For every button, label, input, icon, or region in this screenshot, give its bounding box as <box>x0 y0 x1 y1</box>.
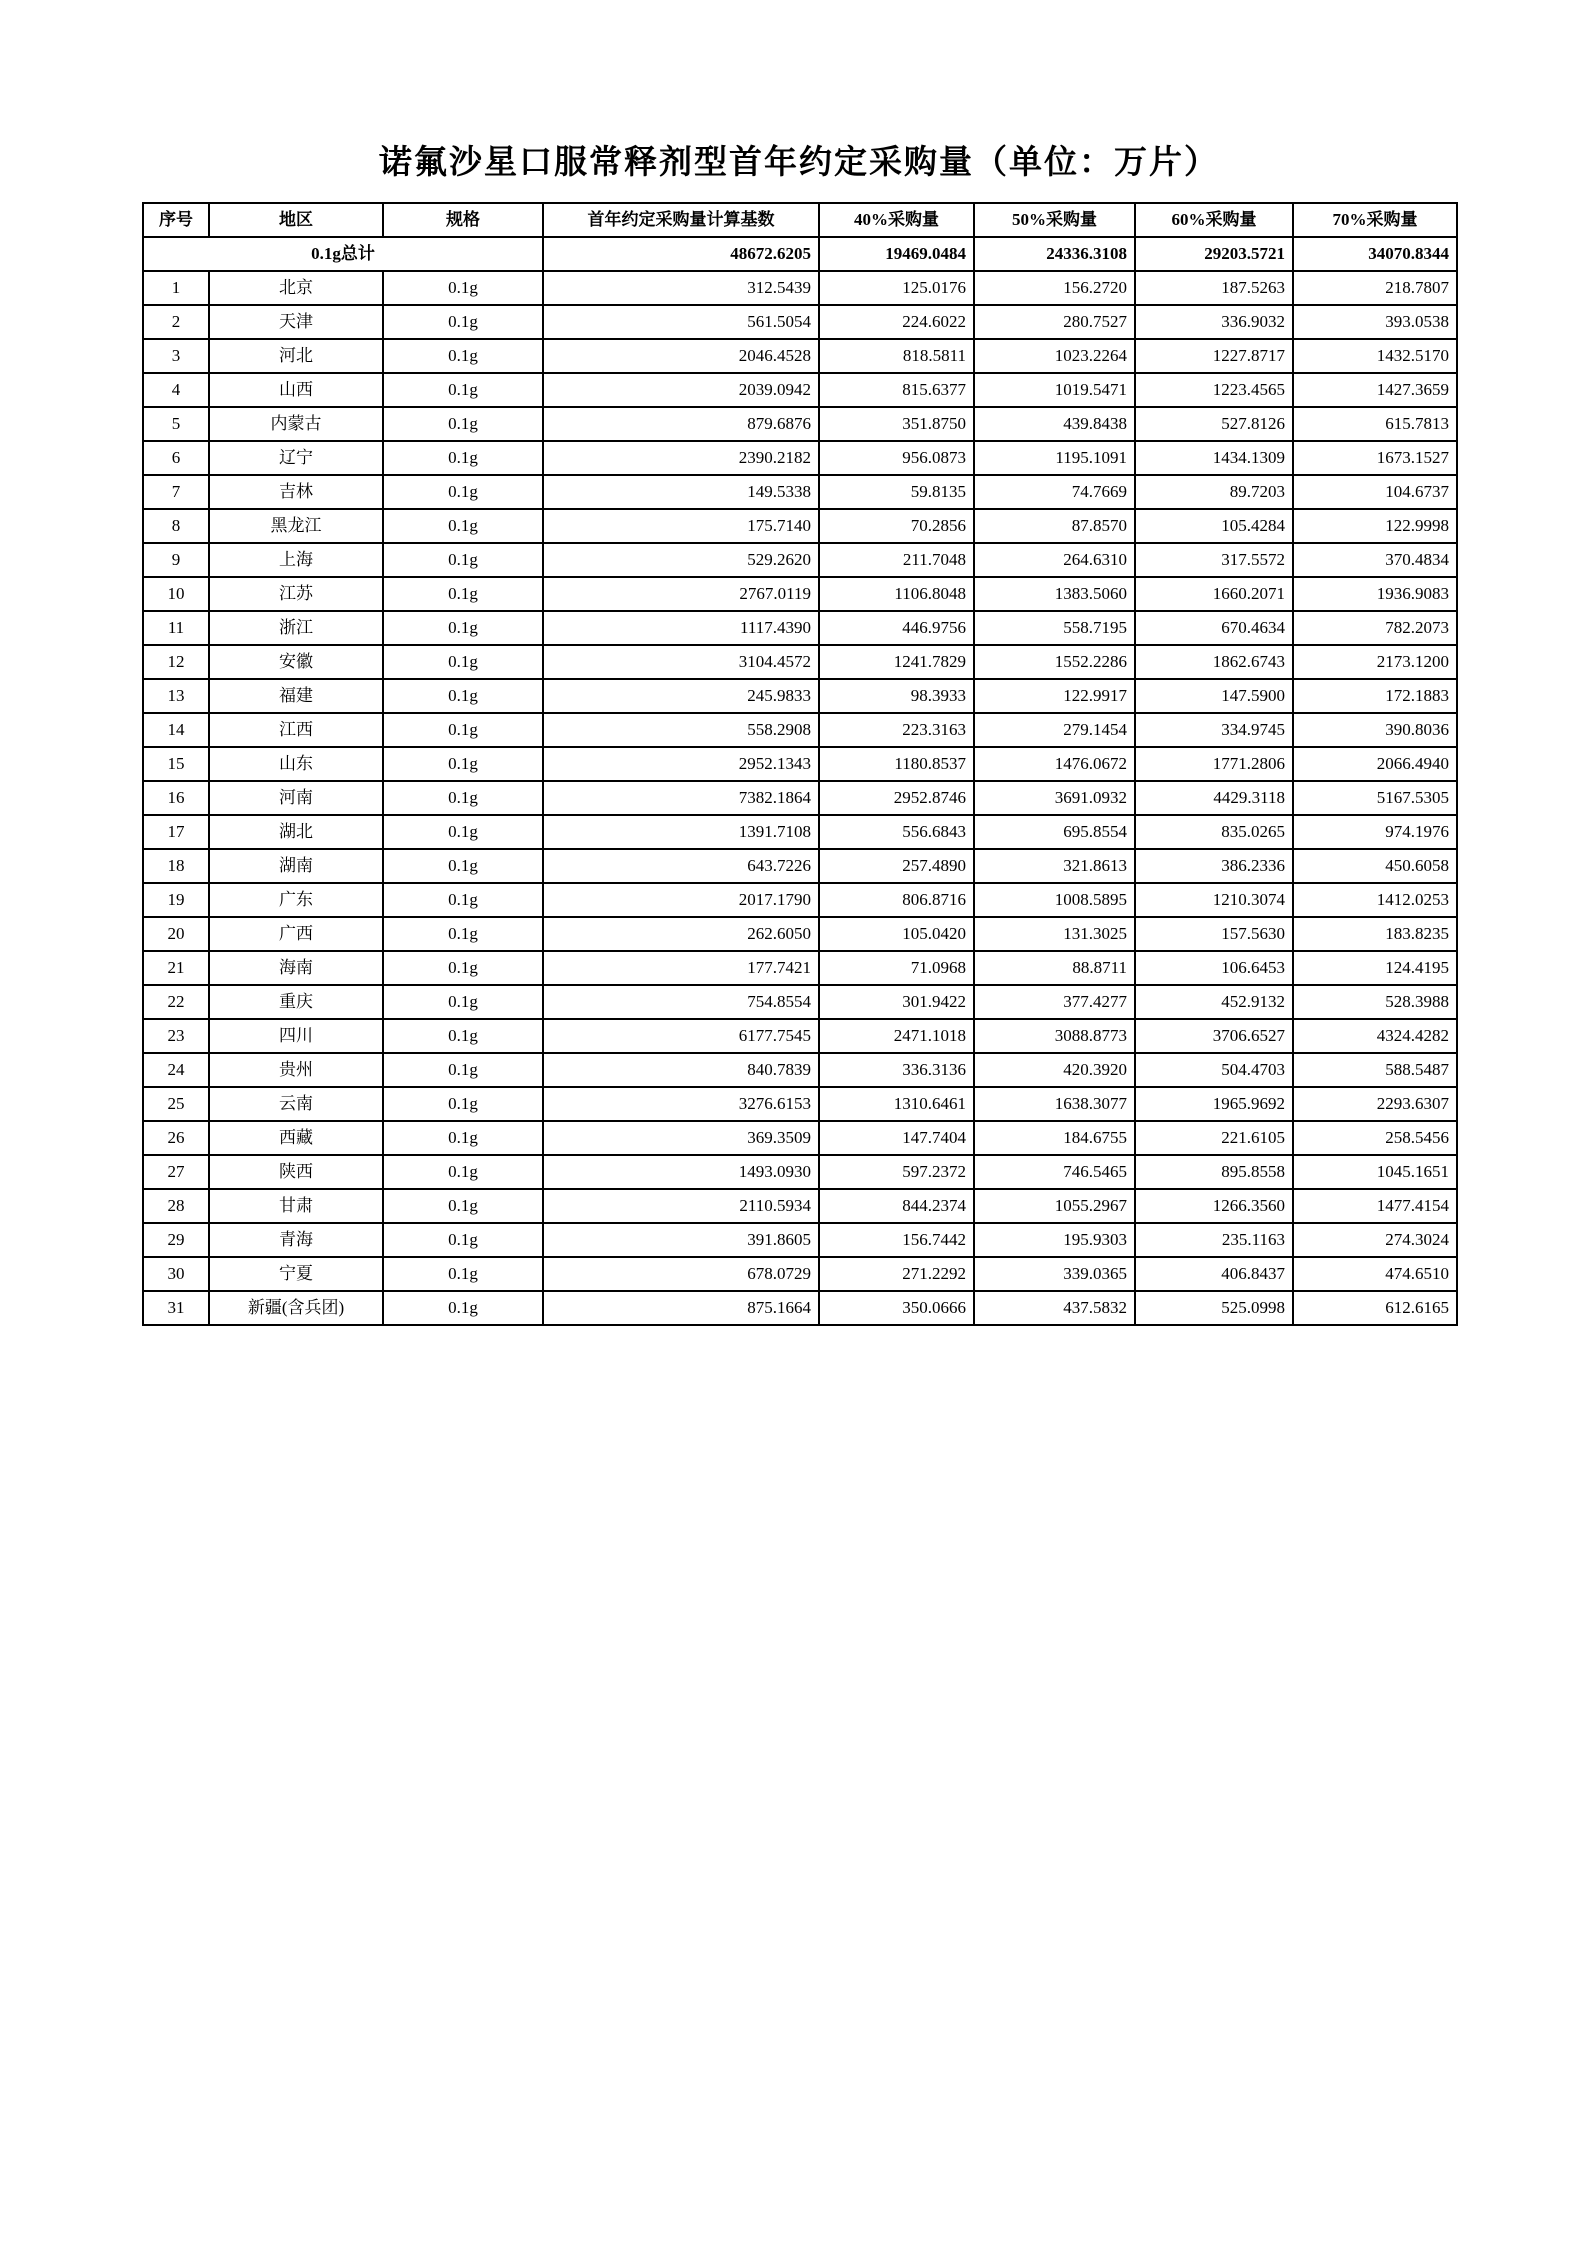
quantity-value: 420.3920 <box>974 1053 1135 1087</box>
table-row <box>143 611 1457 645</box>
quantity-value: 147.7404 <box>819 1121 974 1155</box>
quantity-value: 474.6510 <box>1293 1257 1457 1291</box>
quantity-value: 1227.8717 <box>1135 339 1293 373</box>
quantity-value: 437.5832 <box>974 1291 1135 1325</box>
region-name: 江西 <box>209 713 383 747</box>
region-name: 上海 <box>209 543 383 577</box>
quantity-value: 271.2292 <box>819 1257 974 1291</box>
row-index: 30 <box>143 1257 209 1291</box>
quantity-value: 1266.3560 <box>1135 1189 1293 1223</box>
quantity-value: 187.5263 <box>1135 271 1293 305</box>
quantity-value: 7382.1864 <box>543 781 819 815</box>
quantity-value: 1117.4390 <box>543 611 819 645</box>
quantity-value: 156.2720 <box>974 271 1135 305</box>
row-index: 19 <box>143 883 209 917</box>
table-row <box>143 577 1457 611</box>
quantity-value: 678.0729 <box>543 1257 819 1291</box>
procurement-table <box>142 202 1458 1326</box>
quantity-value: 125.0176 <box>819 271 974 305</box>
spec-value: 0.1g <box>383 1121 543 1155</box>
region-name: 湖北 <box>209 815 383 849</box>
quantity-value: 172.1883 <box>1293 679 1457 713</box>
spec-value: 0.1g <box>383 1257 543 1291</box>
quantity-value: 1493.0930 <box>543 1155 819 1189</box>
quantity-value: 393.0538 <box>1293 305 1457 339</box>
quantity-value: 439.8438 <box>974 407 1135 441</box>
quantity-value: 6177.7545 <box>543 1019 819 1053</box>
spec-value: 0.1g <box>383 1291 543 1325</box>
row-index: 12 <box>143 645 209 679</box>
column-header-2: 规格 <box>383 203 543 237</box>
spec-value: 0.1g <box>383 1019 543 1053</box>
quantity-value: 875.1664 <box>543 1291 819 1325</box>
quantity-value: 1434.1309 <box>1135 441 1293 475</box>
quantity-value: 525.0998 <box>1135 1291 1293 1325</box>
quantity-value: 754.8554 <box>543 985 819 1019</box>
quantity-value: 2952.8746 <box>819 781 974 815</box>
quantity-value: 1660.2071 <box>1135 577 1293 611</box>
quantity-value: 746.5465 <box>974 1155 1135 1189</box>
row-index: 10 <box>143 577 209 611</box>
quantity-value: 1638.3077 <box>974 1087 1135 1121</box>
quantity-value: 1106.8048 <box>819 577 974 611</box>
region-name: 河北 <box>209 339 383 373</box>
quantity-value: 124.4195 <box>1293 951 1457 985</box>
row-index: 26 <box>143 1121 209 1155</box>
region-name: 天津 <box>209 305 383 339</box>
spec-value: 0.1g <box>383 577 543 611</box>
table-row <box>143 475 1457 509</box>
quantity-value: 1477.4154 <box>1293 1189 1457 1223</box>
spec-value: 0.1g <box>383 951 543 985</box>
quantity-value: 2390.2182 <box>543 441 819 475</box>
table-row <box>143 781 1457 815</box>
region-name: 河南 <box>209 781 383 815</box>
quantity-value: 221.6105 <box>1135 1121 1293 1155</box>
quantity-value: 89.7203 <box>1135 475 1293 509</box>
quantity-value: 1936.9083 <box>1293 577 1457 611</box>
quantity-value: 177.7421 <box>543 951 819 985</box>
quantity-value: 183.8235 <box>1293 917 1457 951</box>
quantity-value: 258.5456 <box>1293 1121 1457 1155</box>
quantity-value: 391.8605 <box>543 1223 819 1257</box>
quantity-value: 235.1163 <box>1135 1223 1293 1257</box>
total-row-label: 0.1g总计 <box>143 237 543 271</box>
quantity-value: 597.2372 <box>819 1155 974 1189</box>
quantity-value: 2471.1018 <box>819 1019 974 1053</box>
table-row <box>143 1189 1457 1223</box>
quantity-value: 223.3163 <box>819 713 974 747</box>
spec-value: 0.1g <box>383 441 543 475</box>
column-header-0: 序号 <box>143 203 209 237</box>
quantity-value: 301.9422 <box>819 985 974 1019</box>
spec-value: 0.1g <box>383 1189 543 1223</box>
row-index: 5 <box>143 407 209 441</box>
row-index: 28 <box>143 1189 209 1223</box>
total-value: 34070.8344 <box>1293 237 1457 271</box>
quantity-value: 556.6843 <box>819 815 974 849</box>
quantity-value: 339.0365 <box>974 1257 1135 1291</box>
spec-value: 0.1g <box>383 305 543 339</box>
quantity-value: 2039.0942 <box>543 373 819 407</box>
quantity-value: 2952.1343 <box>543 747 819 781</box>
spec-value: 0.1g <box>383 645 543 679</box>
quantity-value: 1432.5170 <box>1293 339 1457 373</box>
spec-value: 0.1g <box>383 1087 543 1121</box>
region-name: 西藏 <box>209 1121 383 1155</box>
row-index: 1 <box>143 271 209 305</box>
quantity-value: 274.3024 <box>1293 1223 1457 1257</box>
quantity-value: 5167.5305 <box>1293 781 1457 815</box>
quantity-value: 370.4834 <box>1293 543 1457 577</box>
spec-value: 0.1g <box>383 917 543 951</box>
quantity-value: 1223.4565 <box>1135 373 1293 407</box>
spec-value: 0.1g <box>383 1053 543 1087</box>
spec-value: 0.1g <box>383 883 543 917</box>
spec-value: 0.1g <box>383 373 543 407</box>
table-row <box>143 271 1457 305</box>
table-row <box>143 407 1457 441</box>
row-index: 18 <box>143 849 209 883</box>
quantity-value: 218.7807 <box>1293 271 1457 305</box>
quantity-value: 974.1976 <box>1293 815 1457 849</box>
quantity-value: 317.5572 <box>1135 543 1293 577</box>
quantity-value: 2173.1200 <box>1293 645 1457 679</box>
table-row <box>143 509 1457 543</box>
table-row <box>143 1121 1457 1155</box>
row-index: 15 <box>143 747 209 781</box>
spec-value: 0.1g <box>383 271 543 305</box>
quantity-value: 122.9998 <box>1293 509 1457 543</box>
row-index: 3 <box>143 339 209 373</box>
spec-value: 0.1g <box>383 747 543 781</box>
quantity-value: 122.9917 <box>974 679 1135 713</box>
quantity-value: 840.7839 <box>543 1053 819 1087</box>
quantity-value: 334.9745 <box>1135 713 1293 747</box>
row-index: 21 <box>143 951 209 985</box>
quantity-value: 1019.5471 <box>974 373 1135 407</box>
quantity-value: 211.7048 <box>819 543 974 577</box>
quantity-value: 450.6058 <box>1293 849 1457 883</box>
region-name: 广东 <box>209 883 383 917</box>
quantity-value: 558.7195 <box>974 611 1135 645</box>
row-index: 13 <box>143 679 209 713</box>
spec-value: 0.1g <box>383 849 543 883</box>
quantity-value: 1045.1651 <box>1293 1155 1457 1189</box>
quantity-value: 157.5630 <box>1135 917 1293 951</box>
spec-value: 0.1g <box>383 781 543 815</box>
table-row <box>143 1155 1457 1189</box>
table-row <box>143 985 1457 1019</box>
quantity-value: 4429.3118 <box>1135 781 1293 815</box>
table-row <box>143 645 1457 679</box>
quantity-value: 1391.7108 <box>543 815 819 849</box>
quantity-value: 1180.8537 <box>819 747 974 781</box>
quantity-value: 615.7813 <box>1293 407 1457 441</box>
row-index: 31 <box>143 1291 209 1325</box>
quantity-value: 264.6310 <box>974 543 1135 577</box>
quantity-value: 336.9032 <box>1135 305 1293 339</box>
quantity-value: 1023.2264 <box>974 339 1135 373</box>
quantity-value: 245.9833 <box>543 679 819 713</box>
quantity-value: 279.1454 <box>974 713 1135 747</box>
quantity-value: 844.2374 <box>819 1189 974 1223</box>
spec-value: 0.1g <box>383 339 543 373</box>
quantity-value: 1210.3074 <box>1135 883 1293 917</box>
quantity-value: 88.8711 <box>974 951 1135 985</box>
region-name: 广西 <box>209 917 383 951</box>
table-row <box>143 1087 1457 1121</box>
row-index: 27 <box>143 1155 209 1189</box>
quantity-value: 350.0666 <box>819 1291 974 1325</box>
row-index: 7 <box>143 475 209 509</box>
quantity-value: 2046.4528 <box>543 339 819 373</box>
row-index: 9 <box>143 543 209 577</box>
quantity-value: 956.0873 <box>819 441 974 475</box>
spec-value: 0.1g <box>383 985 543 1019</box>
quantity-value: 670.4634 <box>1135 611 1293 645</box>
table-row <box>143 373 1457 407</box>
spec-value: 0.1g <box>383 407 543 441</box>
column-header-3: 首年约定采购量计算基数 <box>543 203 819 237</box>
quantity-value: 1008.5895 <box>974 883 1135 917</box>
quantity-value: 452.9132 <box>1135 985 1293 1019</box>
quantity-value: 527.8126 <box>1135 407 1293 441</box>
quantity-value: 175.7140 <box>543 509 819 543</box>
quantity-value: 390.8036 <box>1293 713 1457 747</box>
table-row <box>143 849 1457 883</box>
row-index: 22 <box>143 985 209 1019</box>
quantity-value: 3276.6153 <box>543 1087 819 1121</box>
quantity-value: 528.3988 <box>1293 985 1457 1019</box>
row-index: 17 <box>143 815 209 849</box>
spec-value: 0.1g <box>383 611 543 645</box>
quantity-value: 818.5811 <box>819 339 974 373</box>
quantity-value: 104.6737 <box>1293 475 1457 509</box>
quantity-value: 105.4284 <box>1135 509 1293 543</box>
region-name: 青海 <box>209 1223 383 1257</box>
quantity-value: 74.7669 <box>974 475 1135 509</box>
quantity-value: 782.2073 <box>1293 611 1457 645</box>
table-row <box>143 1257 1457 1291</box>
quantity-value: 2017.1790 <box>543 883 819 917</box>
region-name: 贵州 <box>209 1053 383 1087</box>
total-row <box>143 237 1457 271</box>
column-header-5: 50%采购量 <box>974 203 1135 237</box>
quantity-value: 70.2856 <box>819 509 974 543</box>
quantity-value: 321.8613 <box>974 849 1135 883</box>
spec-value: 0.1g <box>383 1155 543 1189</box>
region-name: 陕西 <box>209 1155 383 1189</box>
quantity-value: 1673.1527 <box>1293 441 1457 475</box>
spec-value: 0.1g <box>383 543 543 577</box>
quantity-value: 257.4890 <box>819 849 974 883</box>
quantity-value: 2110.5934 <box>543 1189 819 1223</box>
row-index: 29 <box>143 1223 209 1257</box>
spec-value: 0.1g <box>383 475 543 509</box>
quantity-value: 156.7442 <box>819 1223 974 1257</box>
quantity-value: 643.7226 <box>543 849 819 883</box>
region-name: 重庆 <box>209 985 383 1019</box>
region-name: 四川 <box>209 1019 383 1053</box>
quantity-value: 312.5439 <box>543 271 819 305</box>
table-row <box>143 883 1457 917</box>
quantity-value: 1771.2806 <box>1135 747 1293 781</box>
row-index: 6 <box>143 441 209 475</box>
quantity-value: 224.6022 <box>819 305 974 339</box>
quantity-value: 588.5487 <box>1293 1053 1457 1087</box>
table-row <box>143 305 1457 339</box>
quantity-value: 1862.6743 <box>1135 645 1293 679</box>
quantity-value: 386.2336 <box>1135 849 1293 883</box>
column-header-7: 70%采购量 <box>1293 203 1457 237</box>
total-value: 19469.0484 <box>819 237 974 271</box>
spec-value: 0.1g <box>383 1223 543 1257</box>
region-name: 海南 <box>209 951 383 985</box>
quantity-value: 2293.6307 <box>1293 1087 1457 1121</box>
header-row <box>143 203 1457 237</box>
quantity-value: 1310.6461 <box>819 1087 974 1121</box>
table-row <box>143 543 1457 577</box>
row-index: 11 <box>143 611 209 645</box>
quantity-value: 59.8135 <box>819 475 974 509</box>
quantity-value: 336.3136 <box>819 1053 974 1087</box>
quantity-value: 369.3509 <box>543 1121 819 1155</box>
quantity-value: 1383.5060 <box>974 577 1135 611</box>
region-name: 辽宁 <box>209 441 383 475</box>
region-name: 山东 <box>209 747 383 781</box>
row-index: 23 <box>143 1019 209 1053</box>
column-header-6: 60%采购量 <box>1135 203 1293 237</box>
region-name: 新疆(含兵团) <box>209 1291 383 1325</box>
quantity-value: 262.6050 <box>543 917 819 951</box>
region-name: 甘肃 <box>209 1189 383 1223</box>
quantity-value: 879.6876 <box>543 407 819 441</box>
row-index: 25 <box>143 1087 209 1121</box>
row-index: 16 <box>143 781 209 815</box>
quantity-value: 561.5054 <box>543 305 819 339</box>
total-value: 24336.3108 <box>974 237 1135 271</box>
quantity-value: 1241.7829 <box>819 645 974 679</box>
quantity-value: 3706.6527 <box>1135 1019 1293 1053</box>
table-row <box>143 1053 1457 1087</box>
quantity-value: 149.5338 <box>543 475 819 509</box>
table-row <box>143 441 1457 475</box>
quantity-value: 504.4703 <box>1135 1053 1293 1087</box>
total-value: 29203.5721 <box>1135 237 1293 271</box>
quantity-value: 835.0265 <box>1135 815 1293 849</box>
quantity-value: 131.3025 <box>974 917 1135 951</box>
quantity-value: 87.8570 <box>974 509 1135 543</box>
table-row <box>143 339 1457 373</box>
region-name: 宁夏 <box>209 1257 383 1291</box>
region-name: 吉林 <box>209 475 383 509</box>
page-title: 诺氟沙星口服常释剂型首年约定采购量（单位：万片） <box>379 145 1219 181</box>
quantity-value: 4324.4282 <box>1293 1019 1457 1053</box>
row-index: 24 <box>143 1053 209 1087</box>
quantity-value: 351.8750 <box>819 407 974 441</box>
quantity-value: 105.0420 <box>819 917 974 951</box>
column-header-1: 地区 <box>209 203 383 237</box>
region-name: 福建 <box>209 679 383 713</box>
region-name: 内蒙古 <box>209 407 383 441</box>
quantity-value: 1965.9692 <box>1135 1087 1293 1121</box>
region-name: 安徽 <box>209 645 383 679</box>
quantity-value: 1476.0672 <box>974 747 1135 781</box>
quantity-value: 529.2620 <box>543 543 819 577</box>
table-row <box>143 1019 1457 1053</box>
quantity-value: 71.0968 <box>819 951 974 985</box>
quantity-value: 2767.0119 <box>543 577 819 611</box>
quantity-value: 695.8554 <box>974 815 1135 849</box>
spec-value: 0.1g <box>383 679 543 713</box>
spec-value: 0.1g <box>383 713 543 747</box>
quantity-value: 147.5900 <box>1135 679 1293 713</box>
table-row <box>143 679 1457 713</box>
table-row <box>143 713 1457 747</box>
table-row <box>143 1223 1457 1257</box>
region-name: 江苏 <box>209 577 383 611</box>
spec-value: 0.1g <box>383 815 543 849</box>
quantity-value: 1195.1091 <box>974 441 1135 475</box>
region-name: 云南 <box>209 1087 383 1121</box>
table-row <box>143 917 1457 951</box>
row-index: 8 <box>143 509 209 543</box>
quantity-value: 612.6165 <box>1293 1291 1457 1325</box>
quantity-value: 895.8558 <box>1135 1155 1293 1189</box>
quantity-value: 806.8716 <box>819 883 974 917</box>
table-row <box>143 1291 1457 1325</box>
row-index: 4 <box>143 373 209 407</box>
row-index: 14 <box>143 713 209 747</box>
quantity-value: 1412.0253 <box>1293 883 1457 917</box>
quantity-value: 280.7527 <box>974 305 1135 339</box>
region-name: 黑龙江 <box>209 509 383 543</box>
table-row <box>143 815 1457 849</box>
quantity-value: 195.9303 <box>974 1223 1135 1257</box>
total-value: 48672.6205 <box>543 237 819 271</box>
quantity-value: 446.9756 <box>819 611 974 645</box>
quantity-value: 106.6453 <box>1135 951 1293 985</box>
region-name: 北京 <box>209 271 383 305</box>
quantity-value: 1552.2286 <box>974 645 1135 679</box>
table-row <box>143 747 1457 781</box>
quantity-value: 3104.4572 <box>543 645 819 679</box>
quantity-value: 98.3933 <box>819 679 974 713</box>
region-name: 湖南 <box>209 849 383 883</box>
quantity-value: 377.4277 <box>974 985 1135 1019</box>
quantity-value: 2066.4940 <box>1293 747 1457 781</box>
quantity-value: 558.2908 <box>543 713 819 747</box>
quantity-value: 184.6755 <box>974 1121 1135 1155</box>
region-name: 浙江 <box>209 611 383 645</box>
row-index: 2 <box>143 305 209 339</box>
quantity-value: 1427.3659 <box>1293 373 1457 407</box>
quantity-value: 3088.8773 <box>974 1019 1135 1053</box>
quantity-value: 3691.0932 <box>974 781 1135 815</box>
table-row <box>143 951 1457 985</box>
quantity-value: 406.8437 <box>1135 1257 1293 1291</box>
row-index: 20 <box>143 917 209 951</box>
quantity-value: 815.6377 <box>819 373 974 407</box>
region-name: 山西 <box>209 373 383 407</box>
spec-value: 0.1g <box>383 509 543 543</box>
column-header-4: 40%采购量 <box>819 203 974 237</box>
quantity-value: 1055.2967 <box>974 1189 1135 1223</box>
